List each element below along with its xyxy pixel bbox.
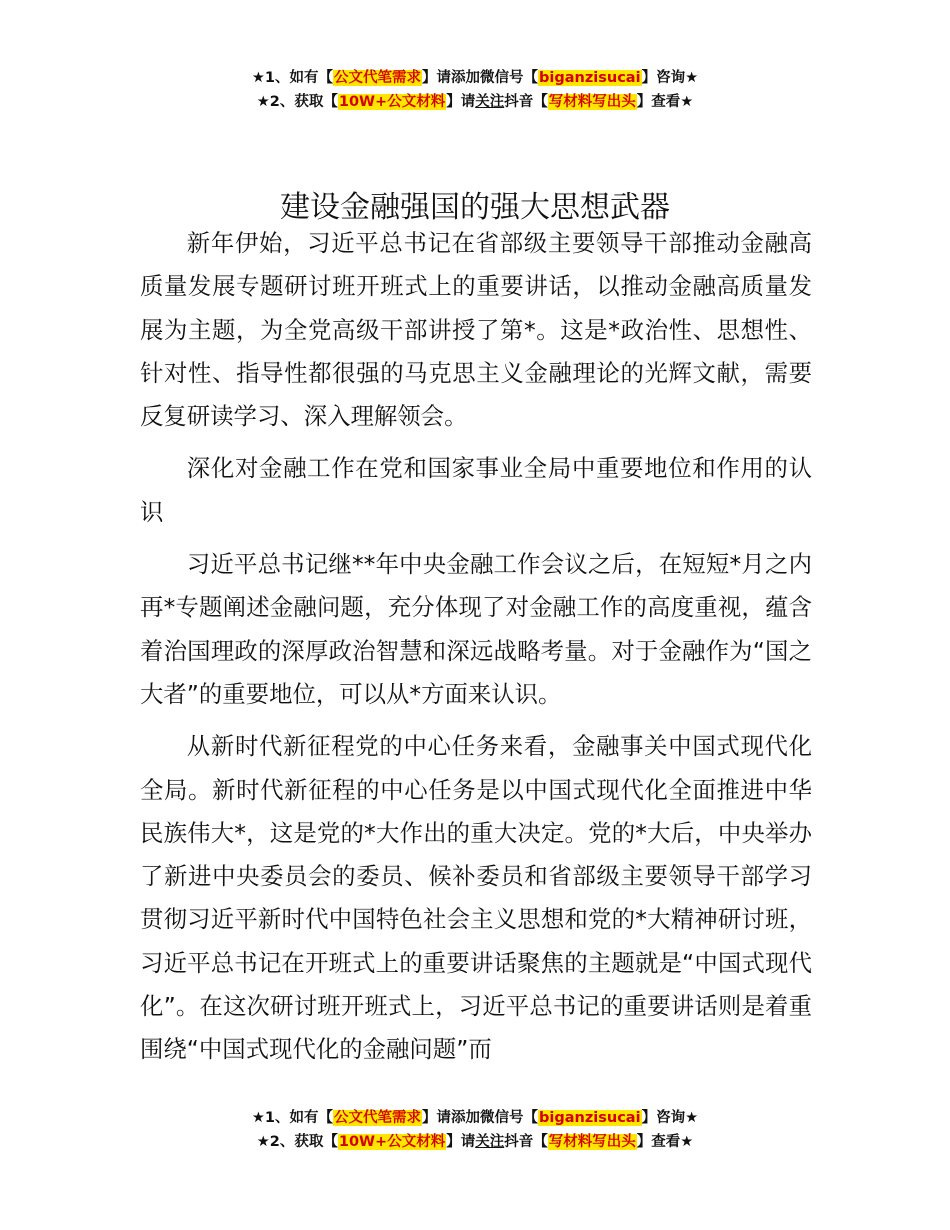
banner-text: ★1、如有【 (251, 70, 334, 86)
banner-wechat-id: biganzisucai (539, 70, 641, 86)
banner-text: 】请添加微信号【 (422, 70, 539, 86)
banner-highlight: 10W+公文材料 (338, 94, 446, 110)
banner-line-2 (0, 90, 950, 114)
banner-highlight: 10W+公文材料 (338, 1134, 446, 1150)
banner-line-1 (0, 66, 950, 90)
banner-text: 】请 (446, 1134, 476, 1150)
paragraph: 新年伊始，习近平总书记在省部级主要领导干部推动金融高质量发展专题研讨班开班式上的重要讲话，以推动金融高质量发展为主题，为全党高级干部讲授了第*。这是*政治性、思想性、针对性、指导性都很强的马克思主义金融理论的光辉文献，需要反复研读学习、深入理解领会。 (140, 229, 812, 431)
banner-text: 抖音【 (504, 94, 548, 110)
banner-text: 】请添加微信号【 (422, 1110, 539, 1126)
document-title: 建设金融强国的强大思想武器 (280, 190, 670, 226)
banner-douyin-name: 写材料写出头 (548, 94, 636, 110)
document-body (140, 222, 812, 1081)
banner-line-2 (0, 1130, 950, 1154)
banner-text: ★2、获取【 (256, 1134, 338, 1150)
banner-text: 】查看★ (636, 1134, 694, 1150)
banner-text: ★2、获取【 (256, 94, 338, 110)
banner-text: ★1、如有【 (251, 1110, 334, 1126)
paragraph: 从新时代新征程党的中心任务来看，金融事关中国式现代化全局。新时代新征程的中心任务是以中国式现代化全面推进中华民族伟大*，这是党的*大作出的重大决定。党的*大后，中央举办了新进中央委员会的委员、候补委员和省部级主要领导干部学习贯彻习近平新时代中国特色社会主义思想和党的*大精神研讨班，习近平总书记在开班式上的重要讲话聚焦的主题就是“中国式现代化”。在这次研讨班开班式上，习近平总书记的重要讲话则是着重围绕“中国式现代化的金融问题”而 (140, 732, 812, 1064)
banner-text: 】咨询★ (641, 1110, 699, 1126)
banner-highlight: 公文代笔需求 (334, 70, 422, 86)
banner-text: 】查看★ (636, 94, 694, 110)
banner-underlined: 关注 (475, 1134, 505, 1150)
banner-text: 】请 (446, 94, 476, 110)
banner-line-1 (0, 1106, 950, 1130)
banner-text: 】咨询★ (641, 70, 699, 86)
banner-underlined: 关注 (475, 94, 505, 110)
banner-douyin-name: 写材料写出头 (548, 1134, 636, 1150)
banner-text: 抖音【 (504, 1134, 548, 1150)
footer-banner (0, 1106, 950, 1154)
banner-highlight: 公文代笔需求 (334, 1110, 422, 1126)
banner-wechat-id: biganzisucai (539, 1110, 641, 1126)
section-heading: 深化对金融工作在党和国家事业全局中重要地位和作用的认识 (140, 454, 812, 526)
header-banner (0, 66, 950, 114)
paragraph: 习近平总书记继**年中央金融工作会议之后，在短短*月之内再*专题阐述金融问题，充分体现了对金融工作的高度重视，蕴含着治国理政的深厚政治智慧和深远战略考量。对于金融作为“国之大者”的重要地位，可以从*方面来认识。 (140, 550, 812, 708)
